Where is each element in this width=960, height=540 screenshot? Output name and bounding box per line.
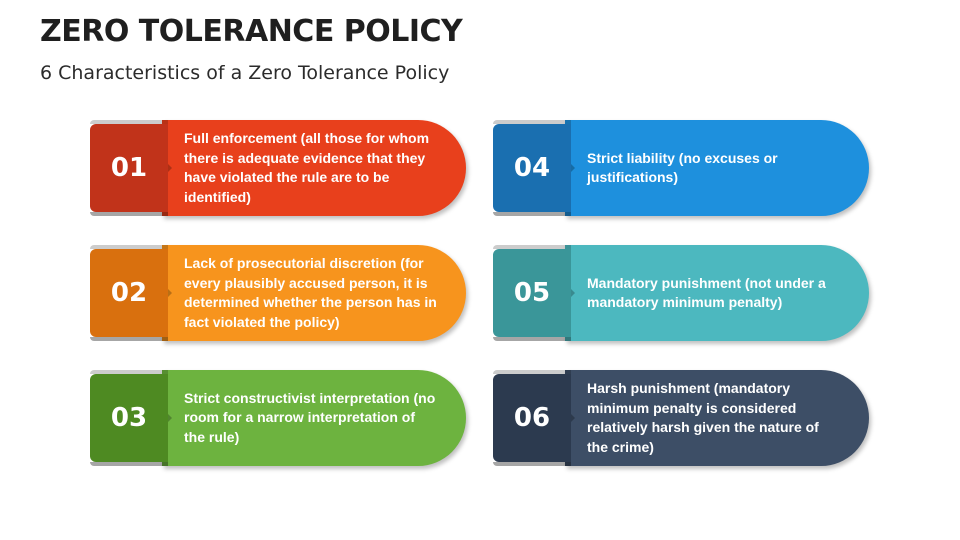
card-number: 01 [110, 153, 148, 183]
card-text: Strict constructivist interpretation (no room for a narrow interpretation of the rule) [184, 389, 436, 445]
characteristic-card-01 [90, 120, 468, 216]
card-number: 05 [513, 278, 551, 308]
card-number: 06 [513, 403, 551, 433]
card-body [162, 370, 466, 466]
card-number-tab [90, 249, 168, 337]
card-number: 04 [513, 153, 551, 183]
characteristic-card-05 [493, 245, 871, 341]
characteristic-card-06 [493, 370, 871, 466]
card-text: Lack of prosecutorial discretion (for every plausibly accused person, it is determined whether the person has in fact violated the policy) [184, 255, 437, 330]
card-body [162, 120, 466, 216]
characteristic-card-03 [90, 370, 468, 466]
card-body [162, 245, 466, 341]
characteristic-card-04 [493, 120, 871, 216]
card-body [565, 120, 869, 216]
card-number-tab [90, 124, 168, 212]
card-number-tab [90, 374, 168, 462]
card-text: Full enforcement (all those for whom there is adequate evidence that they have violated the rule are to be identified) [184, 130, 430, 205]
card-body [565, 245, 869, 341]
card-body [565, 370, 869, 466]
card-number: 03 [110, 403, 148, 433]
page-subtitle: 6 Characteristics of a Zero Tolerance Policy [40, 62, 450, 84]
card-text: Mandatory punishment (not under a mandatory minimum penalty) [587, 274, 826, 310]
card-number-tab [493, 249, 571, 337]
card-text: Harsh punishment (mandatory minimum penalty is considered relatively harsh given the nature of the crime) [587, 380, 819, 455]
card-number: 02 [110, 278, 148, 308]
page-title: ZERO TOLERANCE POLICY [40, 14, 463, 49]
card-text: Strict liability (no excuses or justifications) [587, 149, 778, 185]
card-number-tab [493, 374, 571, 462]
card-number-tab [493, 124, 571, 212]
characteristic-card-02 [90, 245, 468, 341]
